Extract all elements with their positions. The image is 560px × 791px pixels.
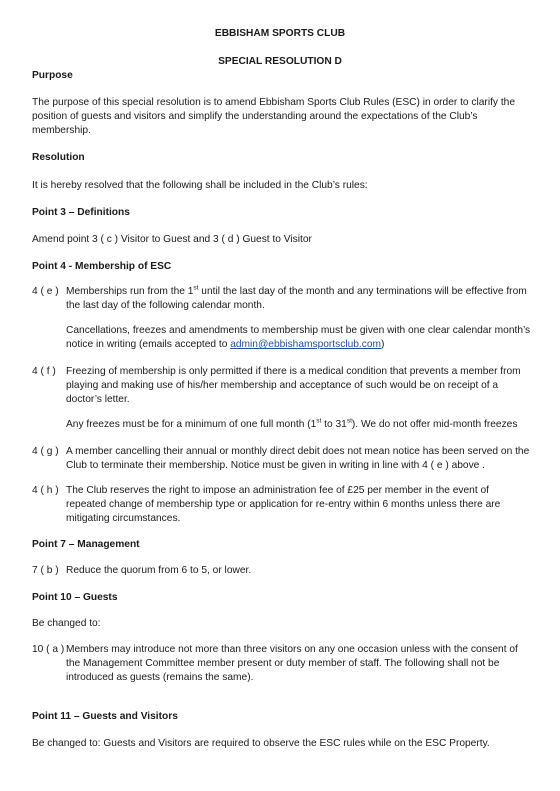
clause-number: 7 ( b ) — [32, 565, 59, 576]
purpose-heading: Purpose — [32, 70, 73, 81]
point11-text: Be changed to: Guests and Visitors are required to observe the ESC rules while on the ESC Property. — [32, 738, 490, 749]
clause-text: Freezing of membership is only permitted if there is a medical condition that prevents a member from playing and making use of his/her membership and acceptance of such would be on receipt of a doctor’s letter. — [66, 366, 521, 405]
clause-4e-note: Cancellations, freezes and amendments to membership must be given with one clear calendar month’s notice in writing (emails accepted to admin@ebbishamsportsclub.com) — [66, 325, 531, 350]
clause-text: Members may introduce not more than three visitors on any one occasion unless with the consent of the Management Committee member present or duty member of staff. The following shall not be introduced as guests (remains the same). — [66, 644, 518, 683]
clause-7b — [32, 564, 532, 578]
club-title: EBBISHAM SPORTS CLUB — [214, 28, 346, 39]
clause-number: 4 ( f ) — [32, 366, 56, 377]
point10-intro: Be changed to: — [32, 618, 101, 629]
point4-heading: Point 4 - Membership of ESC — [32, 261, 172, 272]
clause-4g — [32, 445, 532, 473]
clause-text: The Club reserves the right to impose an administration fee of £25 per member in the event of repeated change of membership type or application for re-entry within 6 months unless there are mitigating circumstances. — [66, 485, 501, 524]
clause-number: 10 ( a ) — [32, 644, 65, 655]
clause-number: 4 ( h ) — [32, 485, 59, 496]
resolution-heading: Resolution — [32, 152, 85, 163]
admin-email-link[interactable]: admin@ebbishamsportsclub.com — [230, 339, 381, 350]
purpose-text: The purpose of this special resolution is to amend Ebbisham Sports Club Rules (ESC) in order to clarify the position of guests and visitors and simplify the understanding around the expectations of the Club’s membership. — [32, 97, 516, 136]
clause-text: Reduce the quorum from 6 to 5, or lower. — [66, 565, 252, 576]
clause-4h — [32, 484, 532, 526]
clause-4f-note: Any freezes must be for a minimum of one full month (1st to 31st). We do not offer mid-month freezes — [66, 417, 518, 430]
point7-heading: Point 7 – Management — [32, 539, 140, 550]
point10-heading: Point 10 – Guests — [32, 592, 118, 603]
clause-4f — [32, 365, 532, 407]
clause-text: A member cancelling their annual or monthly direct debit does not mean notice has been served on the Club to terminate their membership. Notice must be given in writing in line with 4 ( e ) above . — [66, 446, 530, 471]
point3-text: Amend point 3 ( c ) Visitor to Guest and 3 ( d ) Guest to Visitor — [32, 234, 312, 245]
clause-4e — [32, 285, 532, 313]
point11-heading: Point 11 – Guests and Visitors — [32, 711, 178, 722]
resolution-text: It is hereby resolved that the following shall be included in the Club’s rules: — [32, 180, 368, 191]
clause-number: 4 ( e ) — [32, 286, 59, 297]
point3-heading: Point 3 – Definitions — [32, 207, 130, 218]
clause-text: Memberships run from the 1st until the last day of the month and any terminations will be effective from the last day of the following calendar month. — [66, 284, 527, 311]
clause-number: 4 ( g ) — [32, 446, 59, 457]
resolution-title: SPECIAL RESOLUTION D — [218, 56, 342, 67]
clause-10a — [32, 643, 532, 685]
